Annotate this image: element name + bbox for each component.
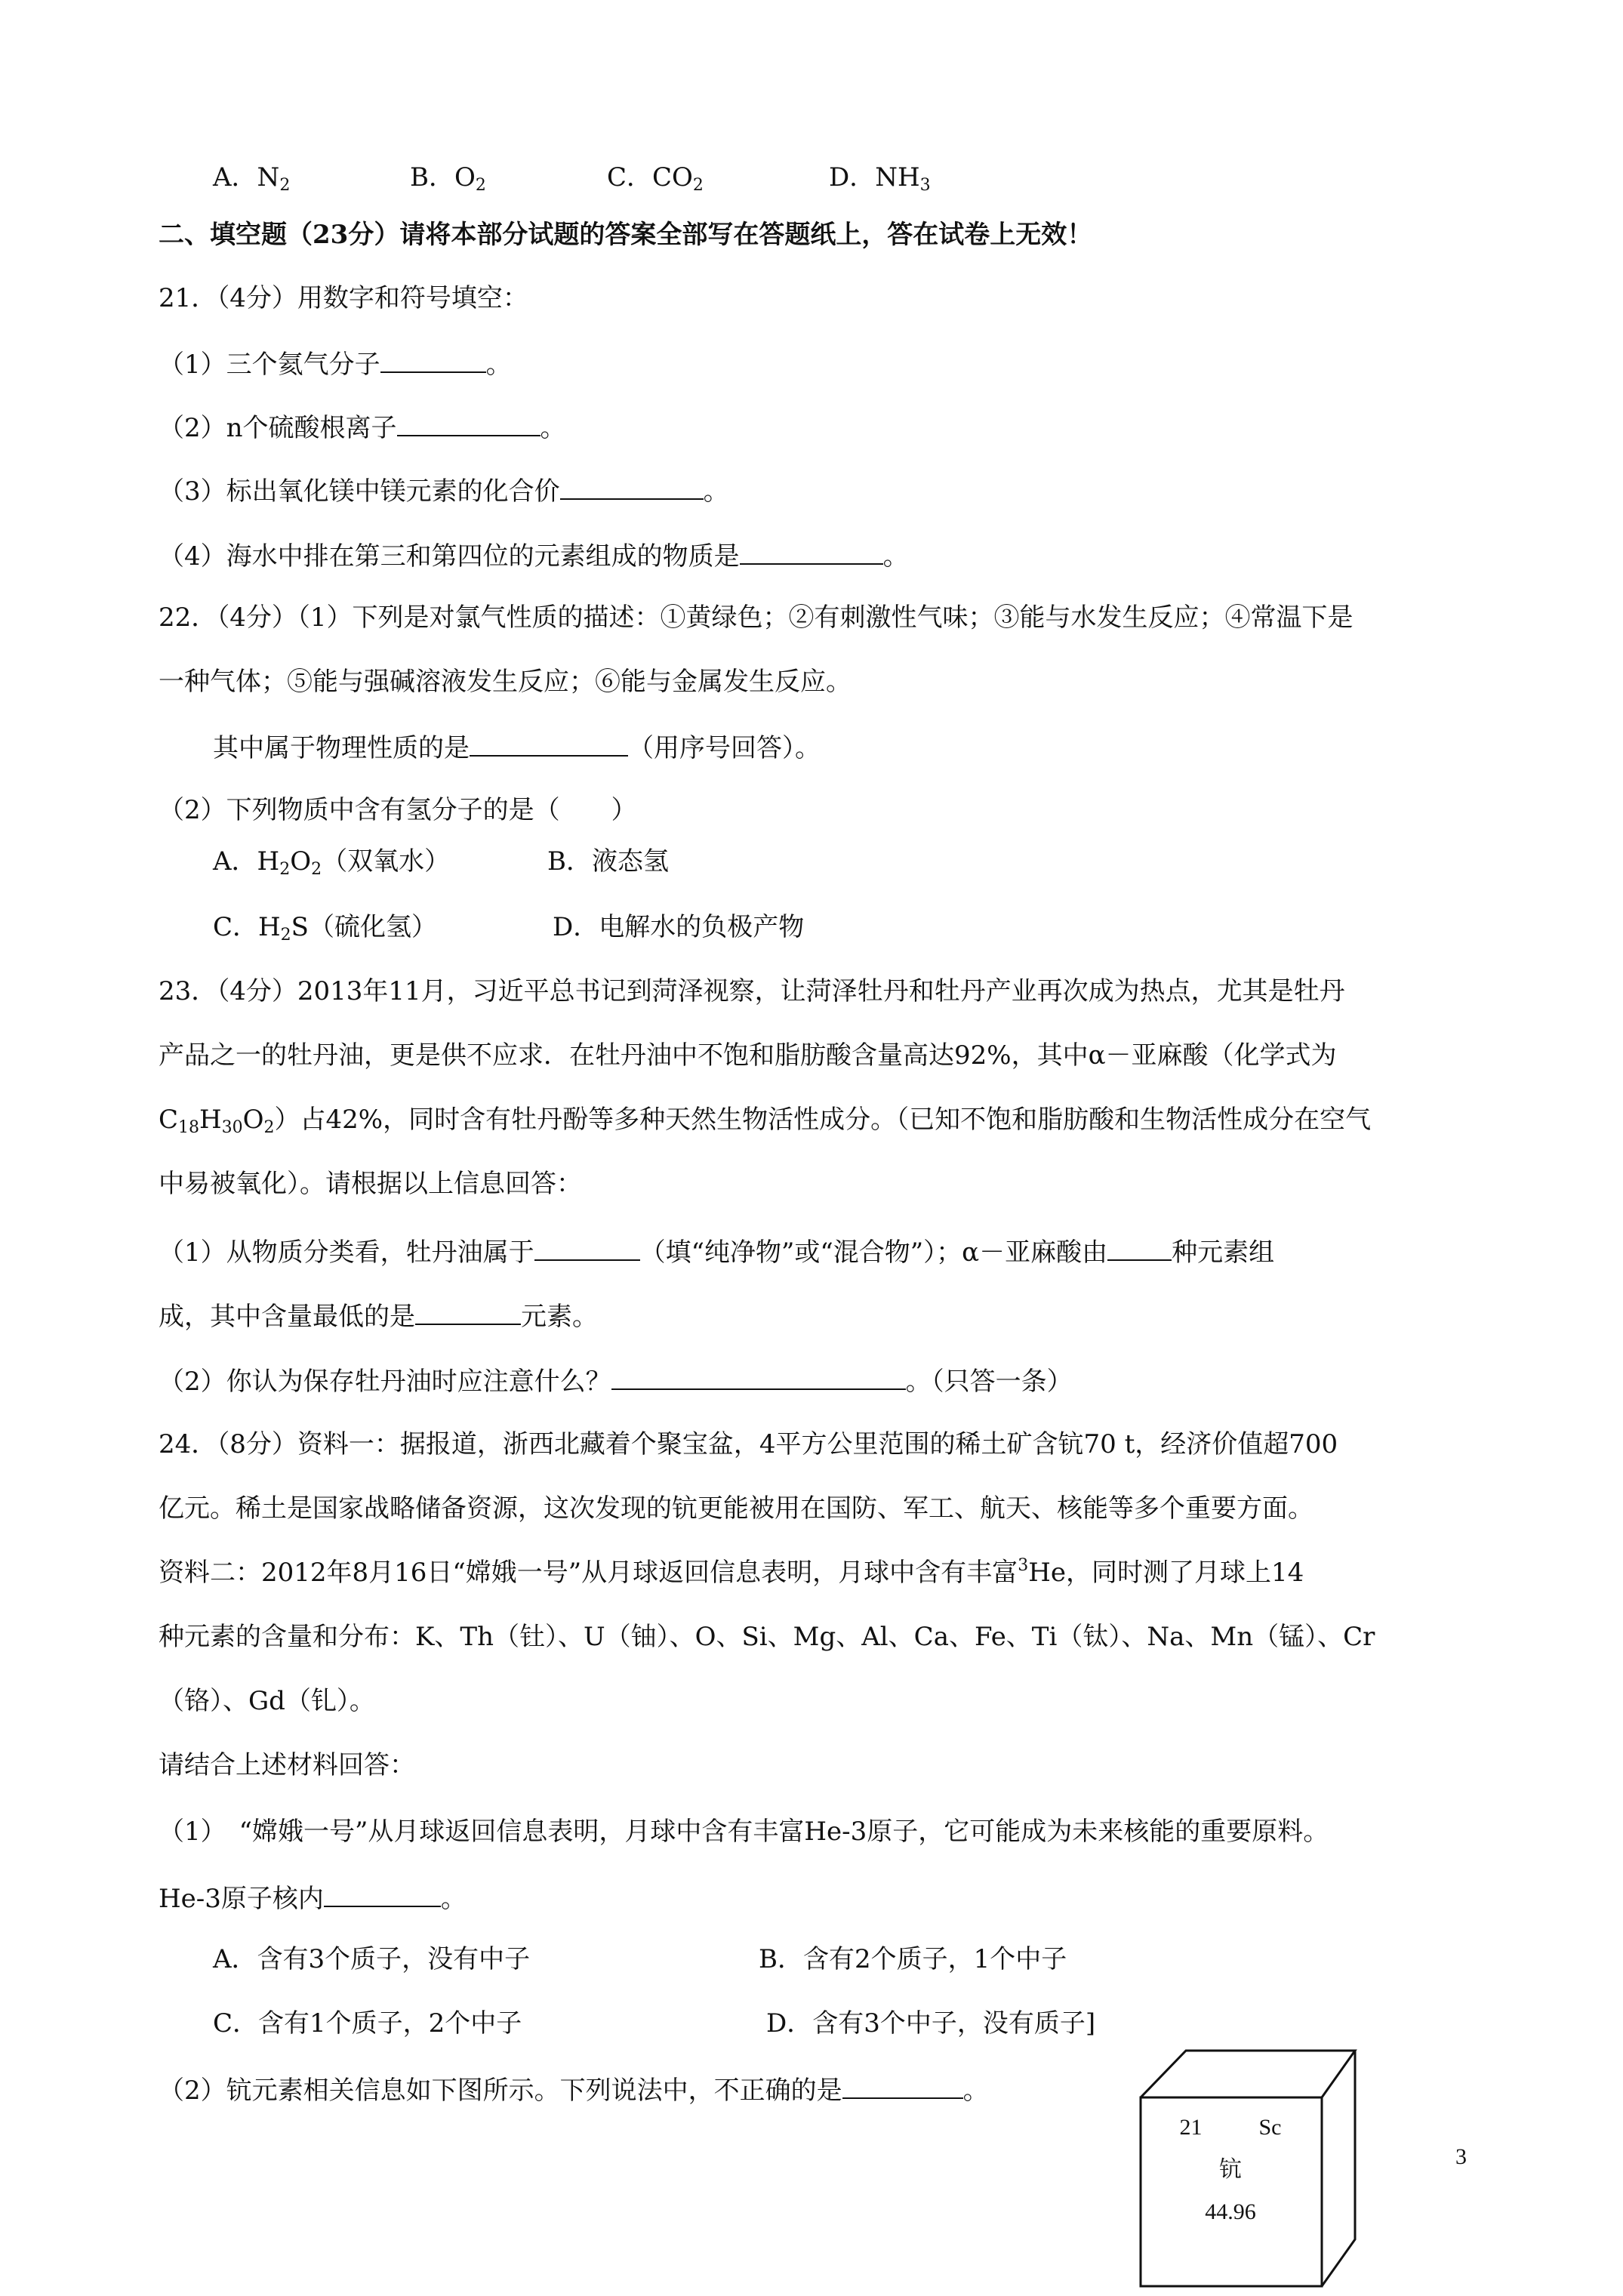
answer-blank[interactable] <box>740 536 883 565</box>
cube-top-face <box>1141 2051 1355 2097</box>
answer-blank[interactable] <box>415 1296 521 1325</box>
q21-part2: （2）n个硫酸根离子 。 <box>159 408 566 445</box>
answer-blank[interactable] <box>534 1232 640 1261</box>
q24-line7: （1） “嫦娥一号”从月球返回信息表明，月球中含有丰富He-3原子，它可能成为未来核能的重要原料。 <box>159 1817 1329 1847</box>
q23-line1: 23．（4分）2013年11月，习近平总书记到菏泽视察，让菏泽牡丹和牡丹产业再次成为热点，尤其是牡丹 <box>159 976 1345 1006</box>
element-info <box>1144 2106 1317 2233</box>
q21-part4: （4）海水中排在第三和第四位的元素组成的物质是 。 <box>159 536 909 574</box>
cube-side-face <box>1322 2051 1355 2286</box>
atomic-number: 21 <box>1179 2115 1203 2140</box>
section2-heading: 二、填空题（23分）请将本部分试题的答案全部写在答题纸上，答在试卷上无效！ <box>159 220 1093 250</box>
q22-option-c: C．$H_2S$（硫化氢） <box>213 912 437 945</box>
q24-line6: 请结合上述材料回答： <box>159 1750 415 1780</box>
element-number-symbol-row <box>1144 2106 1317 2149</box>
answer-blank[interactable] <box>470 728 628 757</box>
q21-part3: （3）标出氧化镁中镁元素的化合价 。 <box>159 471 729 509</box>
q23-line4: 中易被氧化）。请根据以上信息回答： <box>159 1169 582 1199</box>
answer-blank[interactable] <box>842 2070 963 2099</box>
q23-line3: $C_{18}H_{30}O_2$）占42%，同时含有牡丹酚等多种天然生物活性成分。（已知不饱和脂肪酸和生物活性成分在空气 <box>159 1105 1372 1137</box>
q24-option-c: C．含有1个质子，2个中子 <box>213 2008 522 2039</box>
q24-option-a: A．含有3个质子，没有中子 <box>213 1944 531 1974</box>
q24-line9: （2）钪元素相关信息如下图所示。下列说法中，不正确的是 。 <box>159 2070 989 2108</box>
element-symbol: Sc <box>1258 2115 1282 2140</box>
q23-line5: （1）从物质分类看，牡丹油属于 （填“纯净物”或“混合物”）；α－亚麻酸由 种元素组 <box>159 1232 1274 1270</box>
q24-line4: 种元素的含量和分布：K、Th（钍）、U（铀）、O、Si、Mg、Al、Ca、Fe、Ti（钛）、Na、Mn（锰）、Cr <box>159 1622 1375 1652</box>
q24-line1: 24．（8分）资料一：据报道，浙西北藏着个聚宝盆，4平方公里范围的稀土矿含钪70 t，经济价值超700 <box>159 1429 1338 1459</box>
q24-option-d: D．含有3个中子，没有质子] <box>766 2008 1096 2039</box>
element-name: 钪 <box>1219 2157 1242 2182</box>
answer-blank[interactable] <box>380 344 486 373</box>
q22-option-d: D．电解水的负极产物 <box>553 912 805 942</box>
answer-blank[interactable] <box>560 471 704 500</box>
q23-line7: （2）你认为保存牡丹油时应注意什么？ 。（只答一条） <box>159 1361 1073 1399</box>
q24-line8: He-3原子核内 。 <box>159 1878 467 1916</box>
q23-line2: 产品之一的牡丹油，更是供不应求．在牡丹油中不饱和脂肪酸含量高达92%，其中α－亚麻酸（化学式为 <box>159 1040 1337 1071</box>
q22-line1: 22．（4分）（1）下列是对氯气性质的描述：①黄绿色；②有刺激性气味；③能与水发生反应；④常温下是 <box>159 603 1354 633</box>
q24-line5: （铬）、Gd（钆）。 <box>159 1686 375 1716</box>
q22-line2: 一种气体；⑤能与强碱溶液发生反应；⑥能与金属发生反应。 <box>159 667 852 697</box>
q20-option-d: D．$NH_3$ <box>829 162 931 195</box>
q22-line4: （2）下列物质中含有氢分子的是（ ） <box>159 795 637 825</box>
q22-option-b: B．液态氢 <box>547 846 669 877</box>
answer-blank[interactable] <box>397 408 540 436</box>
q21-stem: 21．（4分）用数字和符号填空： <box>159 283 528 313</box>
q24-option-b: B．含有2个质子，1个中子 <box>759 1944 1067 1974</box>
q20-option-a: A．$N_2$ <box>213 162 291 195</box>
q24-line3: 资料二：2012年8月16日“嫦娥一号”从月球返回信息表明，月球中含有丰富$^3$He，同时测了月球上14 <box>159 1556 1304 1588</box>
answer-blank[interactable] <box>611 1361 906 1390</box>
answer-blank[interactable] <box>1107 1232 1172 1261</box>
q21-part1: （1）三个氦气分子 。 <box>159 344 512 382</box>
answer-blank[interactable] <box>324 1878 441 1907</box>
q23-line6: 成，其中含量最低的是 元素。 <box>159 1296 598 1334</box>
q24-line2: 亿元。稀土是国家战略储备资源，这次发现的钪更能被用在国防、军工、航天、核能等多个重要方面。 <box>159 1493 1313 1524</box>
q22-line3: 其中属于物理性质的是 （用序号回答）。 <box>213 728 821 766</box>
page-number: 3 <box>1455 2144 1467 2169</box>
q22-option-a: A．$H_2O_2$（双氧水） <box>213 846 451 879</box>
q20-option-b: B．$O_2$ <box>410 162 486 195</box>
q20-option-c: C．$CO_2$ <box>607 162 704 195</box>
atomic-mass: 44.96 <box>1205 2199 1256 2224</box>
